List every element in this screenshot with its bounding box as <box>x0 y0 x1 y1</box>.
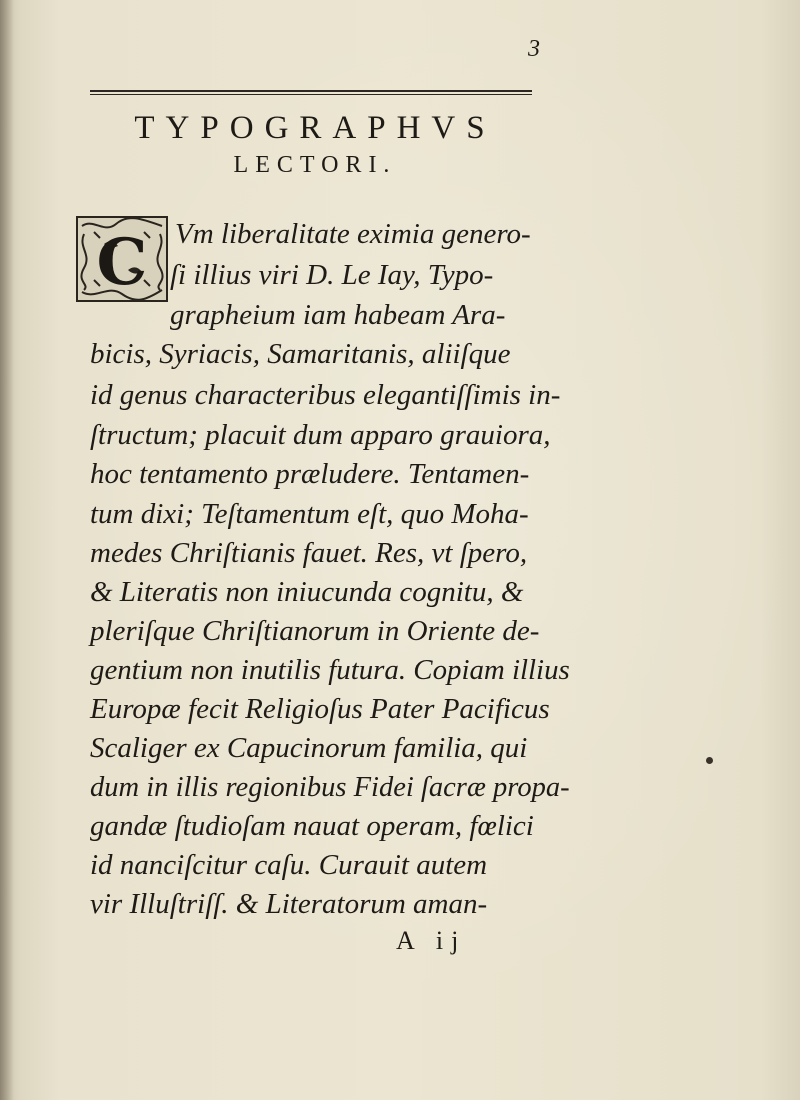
text-line: Europæ fecit Religioſus Pater Pacificus <box>90 693 550 725</box>
text-line: Scaliger ex Capucinorum familia, qui <box>90 732 528 764</box>
text-line: hoc tentamento præludere. Tentamen- <box>90 458 530 490</box>
text-line: medes Chriſtianis fauet. Res, vt ſpero, <box>90 537 528 569</box>
head-rule <box>90 90 532 95</box>
text-line: & Literatis non iniucunda cognitu, & <box>90 576 524 608</box>
text-line: id genus characteribus elegantiſſimis in- <box>90 379 561 411</box>
page-title: TYPOGRAPHVS <box>134 110 496 146</box>
text-line: gandæ ſtudioſam nauat operam, fœlici <box>90 810 534 842</box>
binding-shadow <box>0 0 14 1100</box>
page-subtitle: LECTORI. <box>233 152 397 178</box>
text-line: grapheium iam habeam Ara- <box>170 299 506 331</box>
text-line: ſtructum; placuit dum apparo grauiora, <box>90 419 551 451</box>
text-line: Vm liberalitate eximia genero- <box>175 218 531 250</box>
text-line: pleriſque Chriſtianorum in Oriente de- <box>90 615 540 647</box>
initial-letter: C <box>96 225 148 300</box>
signature-mark: A ij <box>396 926 467 955</box>
text-line: id nanciſcitur caſu. Curauit autem <box>90 849 488 881</box>
text-line: bicis, Syriacis, Samaritanis, aliiſque <box>90 338 511 370</box>
ink-speck <box>706 757 713 764</box>
text-line: dum in illis regionibus Fidei ſacræ propa- <box>90 771 570 803</box>
ornament-icon <box>74 214 170 304</box>
text-line: vir Illuſtriſſ. & Literatorum aman- <box>90 888 488 920</box>
text-line: gentium non inutilis futura. Copiam illius <box>90 654 570 686</box>
text-line: ſi illius viri D. Le Iay, Typo- <box>170 259 494 291</box>
decorated-initial-c <box>74 214 170 304</box>
text-line: tum dixi; Teſtamentum eſt, quo Moha- <box>90 498 529 530</box>
page-number: 3 <box>528 36 540 62</box>
